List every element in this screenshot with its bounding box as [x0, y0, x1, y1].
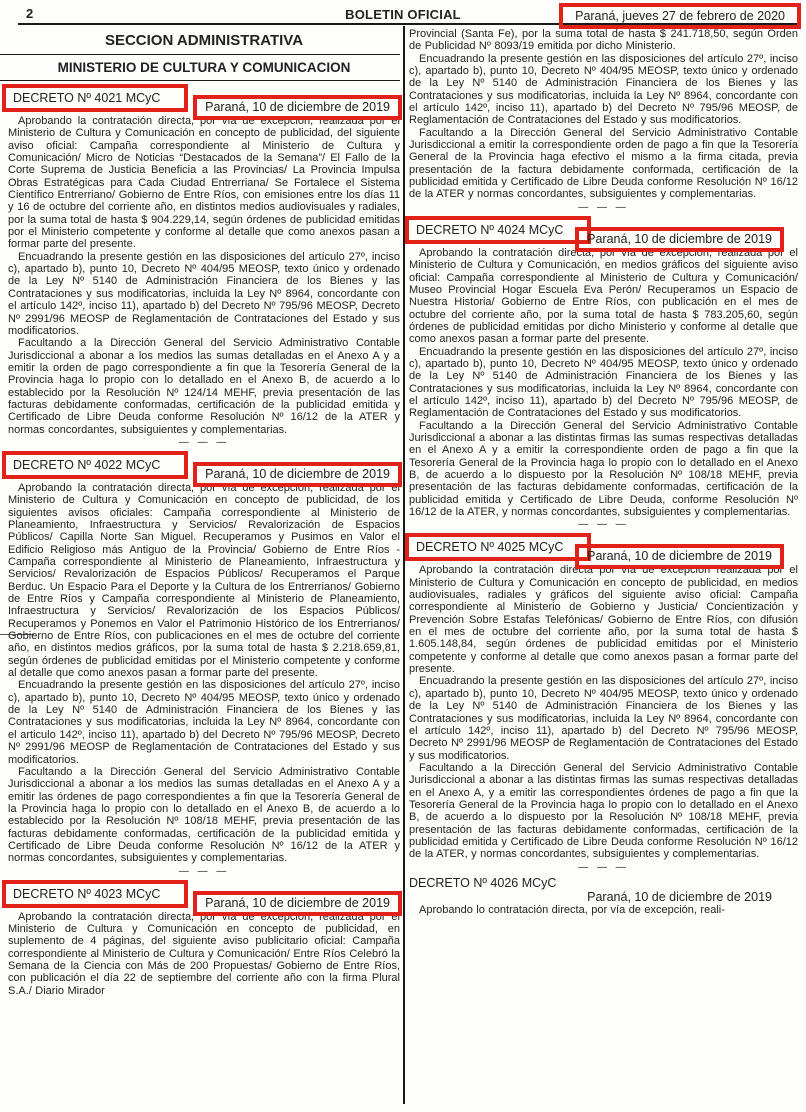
rule-under-ministry-title	[0, 80, 400, 81]
decree-4026-section	[409, 876, 798, 916]
continuation-section	[409, 28, 798, 201]
decree-4022-number-highlight	[2, 451, 188, 479]
decree-4021-section	[8, 84, 400, 436]
decree-date: Paraná, 10 de diciembre de 2019	[587, 889, 772, 904]
decree-4024-date-highlight	[575, 227, 784, 252]
right-column	[409, 28, 798, 916]
decree-paragraph: Aprobando la contratación directa, por vía de excepción, realizada por el Ministerio de Cultura y Comunicación en concepto de publicidad, del siguiente aviso oficial: Campaña correspondiente al Ministerio de Cultura y Comunicación/ Micro de Noticias “Destacados de la Semana”/ El Fallo de la Corte Suprema de Justicia Beneficia a las Provincias/ La Provincia Impulsa Obras Estratégicas para Cada Ciudad Entrerriana/ Se Fortalece el Sistema Científico Entrerriano/ Gobierno de Entre Ríos, con emisiones entre los días 11 y 16 de octubre del corriente año, en distintos medios audiovisuales y radiales, por la suma total de hasta $ 904.229,14, según órdenes de publicidad emitidas por el Ministerio competente y conforme al detalle que como anexos pasan a formar parte del presente.	[8, 115, 400, 251]
decree-4021-date-highlight	[193, 95, 402, 120]
decree-4024-number-highlight	[405, 216, 591, 244]
section-title: SECCION ADMINISTRATIVA	[104, 32, 304, 49]
decree-4025-number-highlight	[405, 533, 591, 561]
decree-separator: — — —	[178, 436, 230, 448]
decree-date: Paraná, 10 de diciembre de 2019	[205, 466, 390, 481]
continuation-paragraph: Provincial (Santa Fe), por la suma total de hasta $ 241.718,50, según Orden de Publicidad Nº 8093/19 emitida por dicho Ministerio.	[409, 28, 798, 53]
decree-4025-section	[409, 533, 798, 860]
decree-4023-date-highlight	[193, 891, 402, 916]
decree-paragraph: Facultando a la Dirección General del Servicio Administrativo Contable Jurisdiccional a abonar a las distintas firmas las sumas respectivas detalladas en el Anexo A y a emitir la correspondiente orden de pago a fin que la Tesorería General de la Provincia haga lo propio con lo detallado en el Anexo B, de acuerdo a lo dispuesto por la Resolución Nº 108/18 MEHF, previa presentación de las facturas debidamente conformadas, certificación de la publicidad emitida y Certificado de Libre Deuda, conforme Resolución Nº 16/12 de la ATER, y normas concordantes, subsiguientes y complementarias.	[409, 419, 798, 519]
decree-number: DECRETO Nº 4023 MCyC	[13, 886, 161, 901]
decree-4022-head	[8, 451, 400, 482]
decree-4024-head	[409, 216, 798, 247]
decree-date: Paraná, 10 de diciembre de 2019	[205, 100, 390, 114]
decree-number: DECRETO Nº 4026 MCyC	[409, 875, 557, 890]
decree-date: Paraná, 10 de diciembre de 2019	[587, 549, 772, 564]
decree-4024-section	[409, 216, 798, 519]
issue-date-highlight	[559, 3, 801, 29]
decree-paragraph: Facultando a la Dirección General del Servicio Administrativo Contable Jurisdiccional a abonar a los medios las sumas detalladas en el Anexo A y a emitir las órdenes de pago correspondientes a fin que la Tesorería General de la Provincia haga lo propio con lo detallado en el Anexo B, de acuerdo a lo establecido por la Resolución Nº 108/18 MEHF, previa presentación de las facturas debidamente conformadas, certificación de la publicidad emitida y Certificado de Libre Deuda conforme Resolución Nº 16/12 de la ATER y normas concordantes, subsiguientes y complementarias.	[8, 765, 400, 865]
decree-separator: — — —	[578, 519, 629, 531]
decree-number: DECRETO Nº 4025 MCyC	[416, 540, 564, 555]
decree-paragraph: Aprobando la contratación directa por vía de excepción realizada por el Ministerio de Cultura y Comunicación en concepto de publicidad, en medios audiovisuales, radiales y gráficos del siguiente aviso oficial: Campaña correspondiente al Ministerio de Gobierno y Justicia/ Concientización y Prevención Sobre Estafas Telefónicas/ Gobierno de Entre Ríos, con difusión en el mes de octubre del corriente año, por la suma total de hasta $ 1.605.148,84, según órdenes de publicidad emitidas por el Ministerio competente y conforme al detalle que como anexos pasan a formar parte del presente.	[409, 564, 798, 676]
decree-4021-number-highlight	[2, 84, 188, 112]
decree-separator: — — —	[578, 861, 629, 873]
decree-number: DECRETO Nº 4022 MCyC	[13, 457, 161, 472]
decree-4025-date-highlight	[575, 544, 784, 569]
decree-4025-head	[409, 533, 798, 564]
decree-paragraph: Aprobando la contratación directa, por vía de excepción, realizada por el Ministerio de Cultura y Comunicación, en medios gráficos del siguiente aviso oficial: Campaña correspondiente al Ministerio de Cultura y Comunicación/ Museo Provincial Hogar Escuela Eva Perón/ Recuperamos un Espacio de Nuestra Historia/ Gobierno de Entre Ríos, con publicación en el mes de octubre del corriente año, por la suma total de hasta $ 783.205,60, según órdenes de publicidad emitidas por dicho Ministerio y conforme al detalle que como anexos pasan a formar parte del presente.	[409, 246, 798, 346]
decree-4026-head	[409, 876, 798, 904]
decree-separator: — — —	[578, 201, 629, 213]
left-column	[8, 28, 400, 997]
ministry-title: MINISTERIO DE CULTURA Y COMUNICACION	[57, 60, 351, 75]
decree-paragraph: Aprobando lo contratación directa, por vía de excepción, reali-	[419, 903, 725, 916]
decree-paragraph: Facultando a la Dirección General del Servicio Administrativo Contable Jurisdiccional a abonar a los medios las sumas detalladas en el Anexo A y a emitir la orden de pago correspondiente a fin que la Tesorería General de la Provincia haga lo propio con lo detallado en el Anexo B, de acuerdo a lo establecido por la Resolución Nº 124/14 MEHF, previa presentación de las facturas debidamente conformadas, certificación de la publicidad emitida y Certificado de Libre Deuda conforme Resolución Nº 16/12 de la ATER y normas concordantes, subsiguientes y complementarias.	[8, 337, 400, 436]
decree-paragraph: Encuadrando la presente gestión en las disposiciones del artículo 27º, inciso c), apartado b), punto 10, Decreto Nº 404/95 MEOSP, texto único y ordenado de la Ley Nº 5140 de Administración Financiera de los Bienes y las Contrataciones y sus modificatorias, incluida la Ley Nº 8964, concordante con el artículo 142º, inciso 11), apartado b) del Decreto Nº 795/96 MEOSP, Decreto Nº 2991/96 MEOSP de Reglamentación de Contrataciones del Estado y sus modificatorios.	[8, 250, 400, 337]
decree-4023-number-highlight	[2, 880, 188, 908]
decree-number: DECRETO Nº 4024 MCyC	[416, 222, 564, 237]
decree-paragraph: Encuadrando la presente gestión en las disposiciones del artículo 27º, inciso c), apartado b), punto 10, Decreto Nº 404/95 MEOSP, texto único y ordenado de la Ley Nº 5140 de Administración Financiera de los Bienes y las Contrataciones y sus modificatorias, incluida la Ley Nº 8964, concordante con el artículo 142º, inciso 11), apartado b) del Decreto Nº 795/96 MEOSP, Decreto Nº 2991/96 MEOSP de Reglamentación de Contrataciones del Estado y sus modificatorios.	[409, 675, 798, 762]
issue-date: Paraná, jueves 27 de febrero de 2020	[575, 9, 785, 23]
decree-paragraph: Aprobando la contratación directa, por vía de excepción, realizada por el Ministerio de Cultura y Comunicación en concepto de publicidad, de los siguientes avisos oficiales: Campaña correspondiente al Ministerio de Planeamiento, Infraestructura y Servicios/ Revalorización de Espacios Públicos/ Capilla Norte San Miguel. Recuperamos y Pusimos en Valor el Edificio Religioso más Antiguo de la Provincia/ Gobierno de Entre Ríos - Campaña correspondiente al Ministerio de Planeamiento, Infraestructura y Servicios/ Revalorización de Espacios Públicos/ Recuperamos el Parque Berduc. Un Espacio Para el Deporte y la Cultura de los Entrerrianos/ Gobierno de Entre Ríos y Campaña correspondiente al Ministerio de Planeamiento, Infraestructura y Servicios/ Revalorización de los Espacios Públicos/ Recuperamos y Ponemos en Valor el Patrimonio Histórico de los Entrerrianos/ Gobierno de Entre Ríos, con publicaciones en el mes de octubre del corriente año, en distintos medios gráficos, por la suma total de hasta $ 2.218.659,81, según órdenes de publicidad emitidas por el Ministerio competente y conforme al detalle que como anexos pasan a formar parte del presente.	[8, 481, 400, 680]
decree-4023-section	[8, 880, 400, 997]
decree-number: DECRETO Nº 4021 MCyC	[13, 91, 161, 105]
decree-separator: — — —	[178, 865, 230, 877]
decree-paragraph: Encuadrando la presente gestión en las disposiciones del artículo 27º, inciso c), apartado b), punto 10, Decreto Nº 404/95 MEOSP, texto único y ordenado de la Ley Nº 5140 de Administración Financiera de los Bienes y las Contrataciones y sus modificatorias, incluida la Ley Nº 8964, concordante con el artículo 142º, inciso 11), apartado b) del Decreto Nº 795/96 MEOSP, de Reglamentación de Contrataciones del Estado y sus modificatorios.	[409, 345, 798, 420]
decree-4022-date-highlight	[193, 462, 402, 487]
decree-paragraph: Encuadrando la presente gestión en las disposiciones del artículo 27º, inciso c), apartado b), punto 10, Decreto Nº 404/95 MEOSP, texto único y ordenado de la Ley Nº 5140 de Administración Financiera de los Bienes y las Contrataciones y sus modificatorias, incluida la Ley Nº 8964, concordante con el articulo 142º, inciso 11), apartado b) del Decreto Nº 795/96 MEOSP, Decreto Nº 2991/96 MEOSP de Reglamentación de Contrataciones del Estado y sus modificatorios.	[8, 679, 400, 766]
masthead-title: BOLETIN OFICIAL	[345, 7, 461, 22]
decree-4022-section	[8, 451, 400, 865]
decree-4021-head	[8, 84, 400, 115]
page-number: 2	[26, 6, 34, 21]
continuation-paragraph: Facultando a la Dirección General del Servicio Administrativo Contable Jurisdiccional a emitir la correspondiente orden de pago a fin que la Tesorería General de la Provincia haga efectivo el mismo a la firma citada, previa presentación de la factura debidamente conformada, certificación de la publicidad emitida y Certificado de Libre Deuda conforme Resolución Nº 16/12 de la ATER y normas concordantes, subsiguientes y complementarias.	[409, 126, 798, 201]
column-divider	[403, 26, 405, 1104]
decree-date: Paraná, 10 de diciembre de 2019	[587, 231, 772, 246]
decree-4023-head	[8, 880, 400, 911]
continuation-paragraph: Encuadrando la presente gestión en las disposiciones del artículo 27º, inciso c), apartado b), punto 10, Decreto Nº 404/95 MEOSP, texto único y ordenado de la Ley Nº 5140 de Administración Financiera de los Bienes y las Contrataciones y sus modificatorias, incluida la Ley Nº 8964, concordante con el artículo 142º, inciso 11), apartado b) del Decreto Nº 795/96 MEOSP, de Reglamentación de Contrataciones del Estado y sus modificatorios.	[409, 52, 798, 127]
decree-paragraph: Aprobando la contratación directa, por vía de excepción, realizada por el Ministerio de Cultura y Comunicación en concepto de publicidad, en suplemento de 4 páginas, del siguiente aviso publicitario oficial: Campaña correspondiente al Ministerio de Cultura y Comunicación/ Entre Ríos Celebró la Semana de la Ciencia con Más de 200 Propuestas/ Gobierno de Entre Ríos, con publicación el día 22 de septiembre del corriente año con la firma Plural S.A./ Diario Mirador	[8, 910, 400, 997]
decree-paragraph: Facultando a la Dirección General del Servicio Administrativo Contable Jurisdiccional a abonar a las distintas firmas las sumas respectivas detalladas en el Anexo A, y a emitir las correspondientes órdenes de pago a fin que la Tesorería General de la Provincia haga lo propio con lo detallado en el Anexo B, de acuerdo a lo dispuesto por la Resolución Nº 108/18 MEHF, previa presentación de las facturas debidamente conformadas, certificación de la publicidad emitida y Certificado de Libre Deuda conforme Resolución Nº 16/12 de la ATER, y normas concordantes, subsiguientes y complementarias.	[409, 761, 798, 861]
decree-date: Paraná, 10 de diciembre de 2019	[205, 895, 390, 910]
